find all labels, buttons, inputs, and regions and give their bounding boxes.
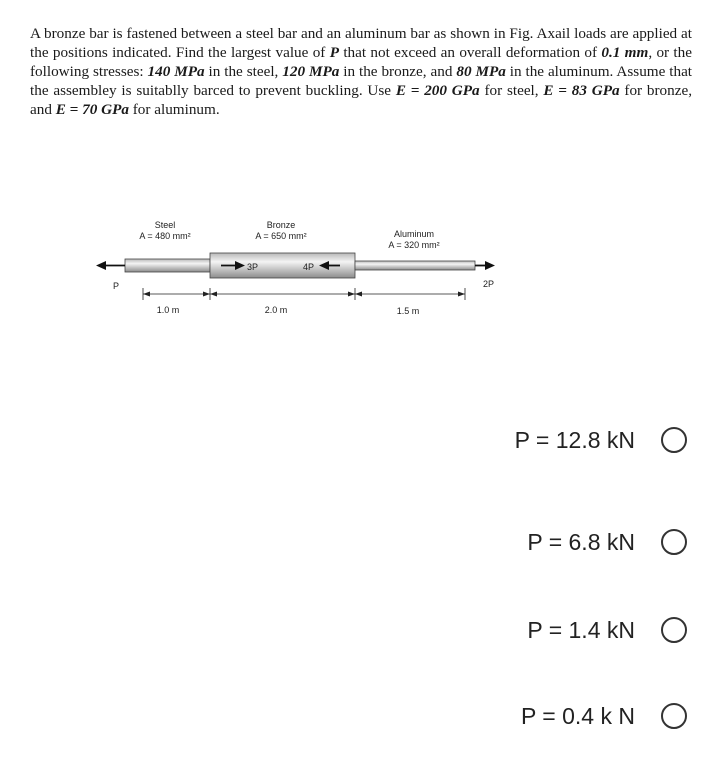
aluminum-bar [355, 261, 475, 270]
answer-option-label: P = 0.4 k N [520, 702, 635, 729]
bronze-label: Bronze [266, 220, 296, 230]
figure-svg [95, 206, 515, 336]
load-3p-label: 3P [247, 262, 259, 272]
dimension-line [143, 288, 465, 300]
deformation-limit: 0.1 mm [601, 44, 649, 61]
answer-option-label: P = 12.8 kN [514, 426, 635, 453]
steel-label: Steel [154, 220, 176, 230]
stress-bronze: 120 MPa [282, 63, 340, 80]
radio-button[interactable] [661, 427, 687, 453]
steel-bar [125, 259, 210, 272]
length-bronze-label: 2.0 m [264, 305, 288, 315]
modulus-steel: E = 200 GPa [395, 82, 480, 99]
length-steel-label: 1.0 m [156, 305, 180, 315]
answer-option-1[interactable] [515, 420, 687, 460]
answer-option-3[interactable] [527, 610, 687, 650]
stress-steel: 140 MPa [147, 63, 205, 80]
answer-option-label: P = 1.4 kN [527, 616, 635, 643]
problem-text: A bronze bar is fastened between a steel bar and an aluminum bar as shown in Fig. Axail loads are applied at the positions indicated. Find the largest value of [30, 25, 692, 61]
problem-text: in the steel, [204, 63, 283, 80]
radio-button[interactable] [661, 529, 687, 555]
problem-statement [30, 24, 692, 119]
var-p: P [329, 44, 339, 61]
load-p-arrow [96, 261, 106, 270]
load-2p-arrow [485, 261, 495, 270]
radio-button[interactable] [661, 617, 687, 643]
problem-text: that not exceed an overall deformation of [338, 44, 602, 61]
problem-text: for steel, [479, 82, 544, 99]
answer-option-4[interactable] [521, 696, 687, 736]
problem-text: for bronze, and [30, 82, 693, 118]
modulus-bronze: E = 83 GPa [543, 82, 620, 99]
problem-text: , or the following stresses: [30, 44, 692, 80]
length-aluminum-label: 1.5 m [396, 306, 420, 316]
load-4p-label: 4P [303, 262, 315, 272]
aluminum-label: Aluminum [393, 229, 435, 239]
modulus-aluminum: E = 70 GPa [55, 101, 129, 118]
stress-aluminum: 80 MPa [456, 63, 506, 80]
bar-assembly-figure [95, 206, 515, 336]
steel-area-label: A = 480 mm² [139, 231, 191, 241]
load-p-label: P [113, 281, 120, 291]
answer-option-label: P = 6.8 kN [527, 528, 635, 555]
problem-text: for aluminum. [128, 101, 220, 118]
problem-text: in the aluminum. Assume that the assembley is suitablly barced to prevent buckling. Use [30, 63, 693, 99]
load-2p-label: 2P [483, 279, 495, 289]
problem-text: in the bronze, and [339, 63, 457, 80]
bronze-area-label: A = 650 mm² [255, 231, 307, 241]
answer-option-2[interactable] [527, 522, 687, 562]
aluminum-area-label: A = 320 mm² [388, 240, 440, 250]
radio-button[interactable] [661, 703, 687, 729]
